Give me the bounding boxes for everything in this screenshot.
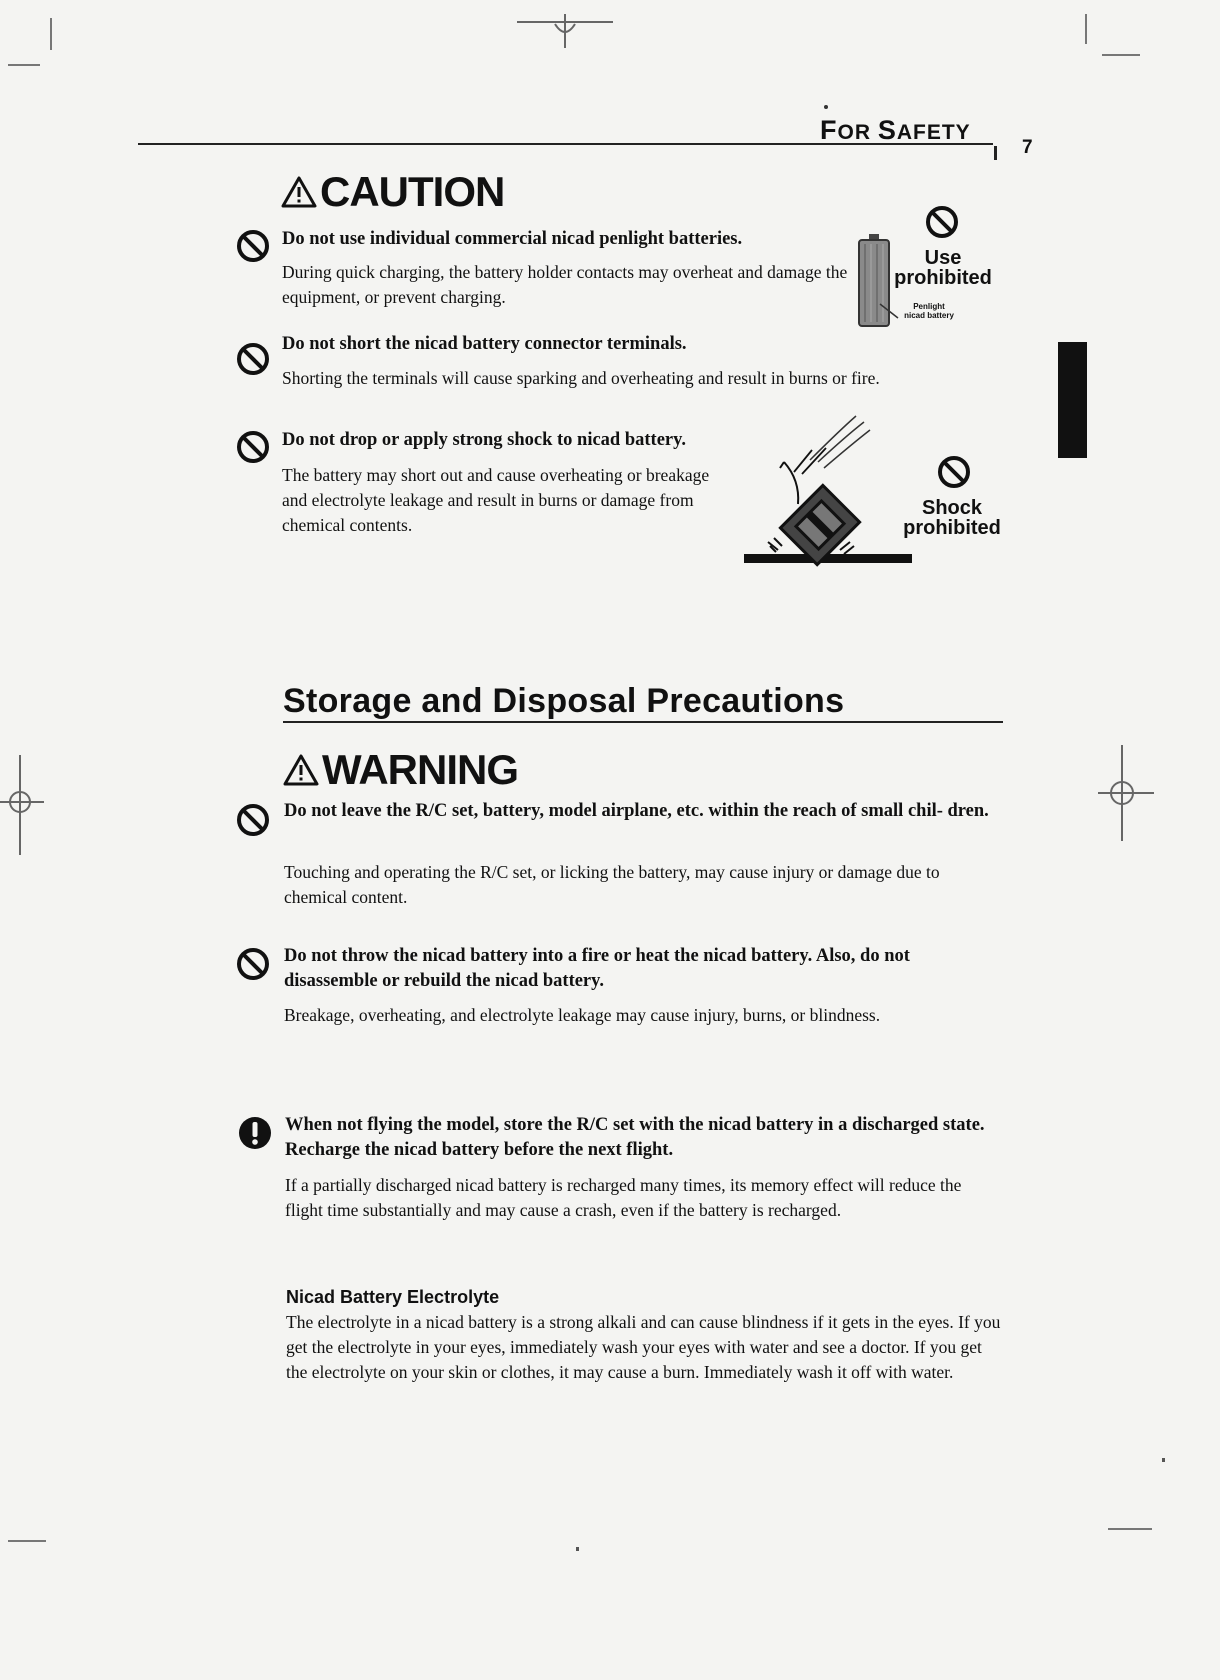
warning-item-2-title: Do not throw the nicad battery into a fire or heat the nicad battery. Also, do not disassemble or rebuild the nicad battery.	[284, 946, 910, 991]
crop-mark	[1102, 54, 1140, 56]
warning-triangle-icon	[280, 175, 318, 209]
print-speck	[824, 105, 828, 109]
shock-prohibited-label	[896, 498, 1008, 538]
print-speck	[576, 1547, 579, 1551]
caution-item-2-title: Do not short the nicad battery connector terminals.	[282, 334, 687, 354]
prohibited-icon	[937, 455, 971, 489]
caution-item-3-body: The battery may short out and cause overheating or breakage and electrolyte leakage and result in burns or damage from chemical contents.	[282, 465, 710, 535]
page-number: 7	[1022, 137, 1033, 158]
electrolyte-body: The electrolyte in a nicad battery is a strong alkali and can cause blindness if it gets in the eyes. If you get the electrolyte in your eyes, immediately wash your eyes with water and see a doctor. If you get the electrolyte on your skin or clothes, it may cause a burn. Immediately wash it off with water.	[286, 1312, 1001, 1382]
warning-item-1-title: Do not leave the R/C set, battery, model airplane, etc. within the reach of small chil- dren.	[284, 801, 989, 821]
section-title: Storage and Disposal Precautions	[283, 682, 845, 720]
warning-heading	[282, 746, 518, 794]
running-header	[820, 115, 971, 146]
registration-mark-right	[1096, 745, 1156, 845]
instruction-item-body: If a partially discharged nicad battery is recharged many times, its memory effect will reduce the flight time substantially and may cause a crash, even if the battery is recharged.	[285, 1175, 962, 1220]
warning-triangle-icon	[282, 753, 320, 787]
caution-item-1-body: During quick charging, the battery holder contacts may overheat and damage the equipment, or prevent charging.	[282, 262, 848, 307]
registration-mark-top	[515, 14, 615, 50]
crop-mark	[8, 64, 40, 66]
caution-heading-text: CAUTION	[320, 168, 505, 215]
header-tick	[994, 146, 997, 160]
section-rule	[283, 721, 1003, 723]
caution-heading	[280, 168, 504, 216]
prohibited-icon	[236, 947, 270, 981]
penlight-caption-line-2: nicad battery	[904, 311, 954, 320]
use-prohibited-line-1: Use	[924, 247, 962, 269]
crop-mark	[8, 1540, 46, 1542]
warning-item-1-body: Touching and operating the R/C set, or licking the battery, may cause injury or damage due to chemical content.	[284, 862, 940, 907]
instruction-item-title: When not flying the model, store the R/C set with the nicad battery in a discharged state. Recharge the nicad battery before the next flight.	[285, 1115, 985, 1160]
caution-item-2-body: Shorting the terminals will cause sparking and overheating and result in burns or fire.	[282, 368, 880, 388]
prohibited-icon	[236, 229, 270, 263]
header-letters-afety: AFETY	[896, 121, 971, 144]
registration-mark-left	[0, 755, 48, 855]
penlight-caption-line-1: Penlight	[913, 302, 945, 311]
prohibited-icon	[236, 803, 270, 837]
prohibited-icon	[236, 430, 270, 464]
prohibited-icon	[925, 205, 959, 239]
warning-heading-text: WARNING	[322, 746, 518, 793]
dropped-battery-illustration	[740, 410, 920, 570]
header-letter-s: S	[877, 115, 897, 145]
penlight-caption	[894, 302, 964, 320]
crop-mark	[1085, 14, 1087, 44]
warning-item-2-body: Breakage, overheating, and electrolyte leakage may cause injury, burns, or blindness.	[284, 1005, 881, 1025]
print-speck	[1162, 1458, 1165, 1462]
mandatory-action-icon	[238, 1116, 272, 1150]
shock-prohibited-line-2: prohibited	[903, 517, 1001, 539]
electrolyte-heading: Nicad Battery Electrolyte	[286, 1287, 500, 1307]
prohibited-icon	[236, 342, 270, 376]
header-letter-f: F	[820, 115, 838, 145]
header-letters-or: OR	[837, 121, 878, 144]
caution-item-1-title: Do not use individual commercial nicad penlight batteries.	[282, 229, 743, 249]
caution-item-3-title: Do not drop or apply strong shock to nicad battery.	[282, 430, 686, 450]
use-prohibited-label	[888, 248, 998, 288]
shock-prohibited-line-1: Shock	[921, 497, 983, 519]
use-prohibited-line-2: prohibited	[894, 267, 992, 289]
thumb-tab	[1058, 342, 1087, 458]
crop-mark	[50, 18, 52, 50]
crop-mark	[1108, 1528, 1152, 1530]
